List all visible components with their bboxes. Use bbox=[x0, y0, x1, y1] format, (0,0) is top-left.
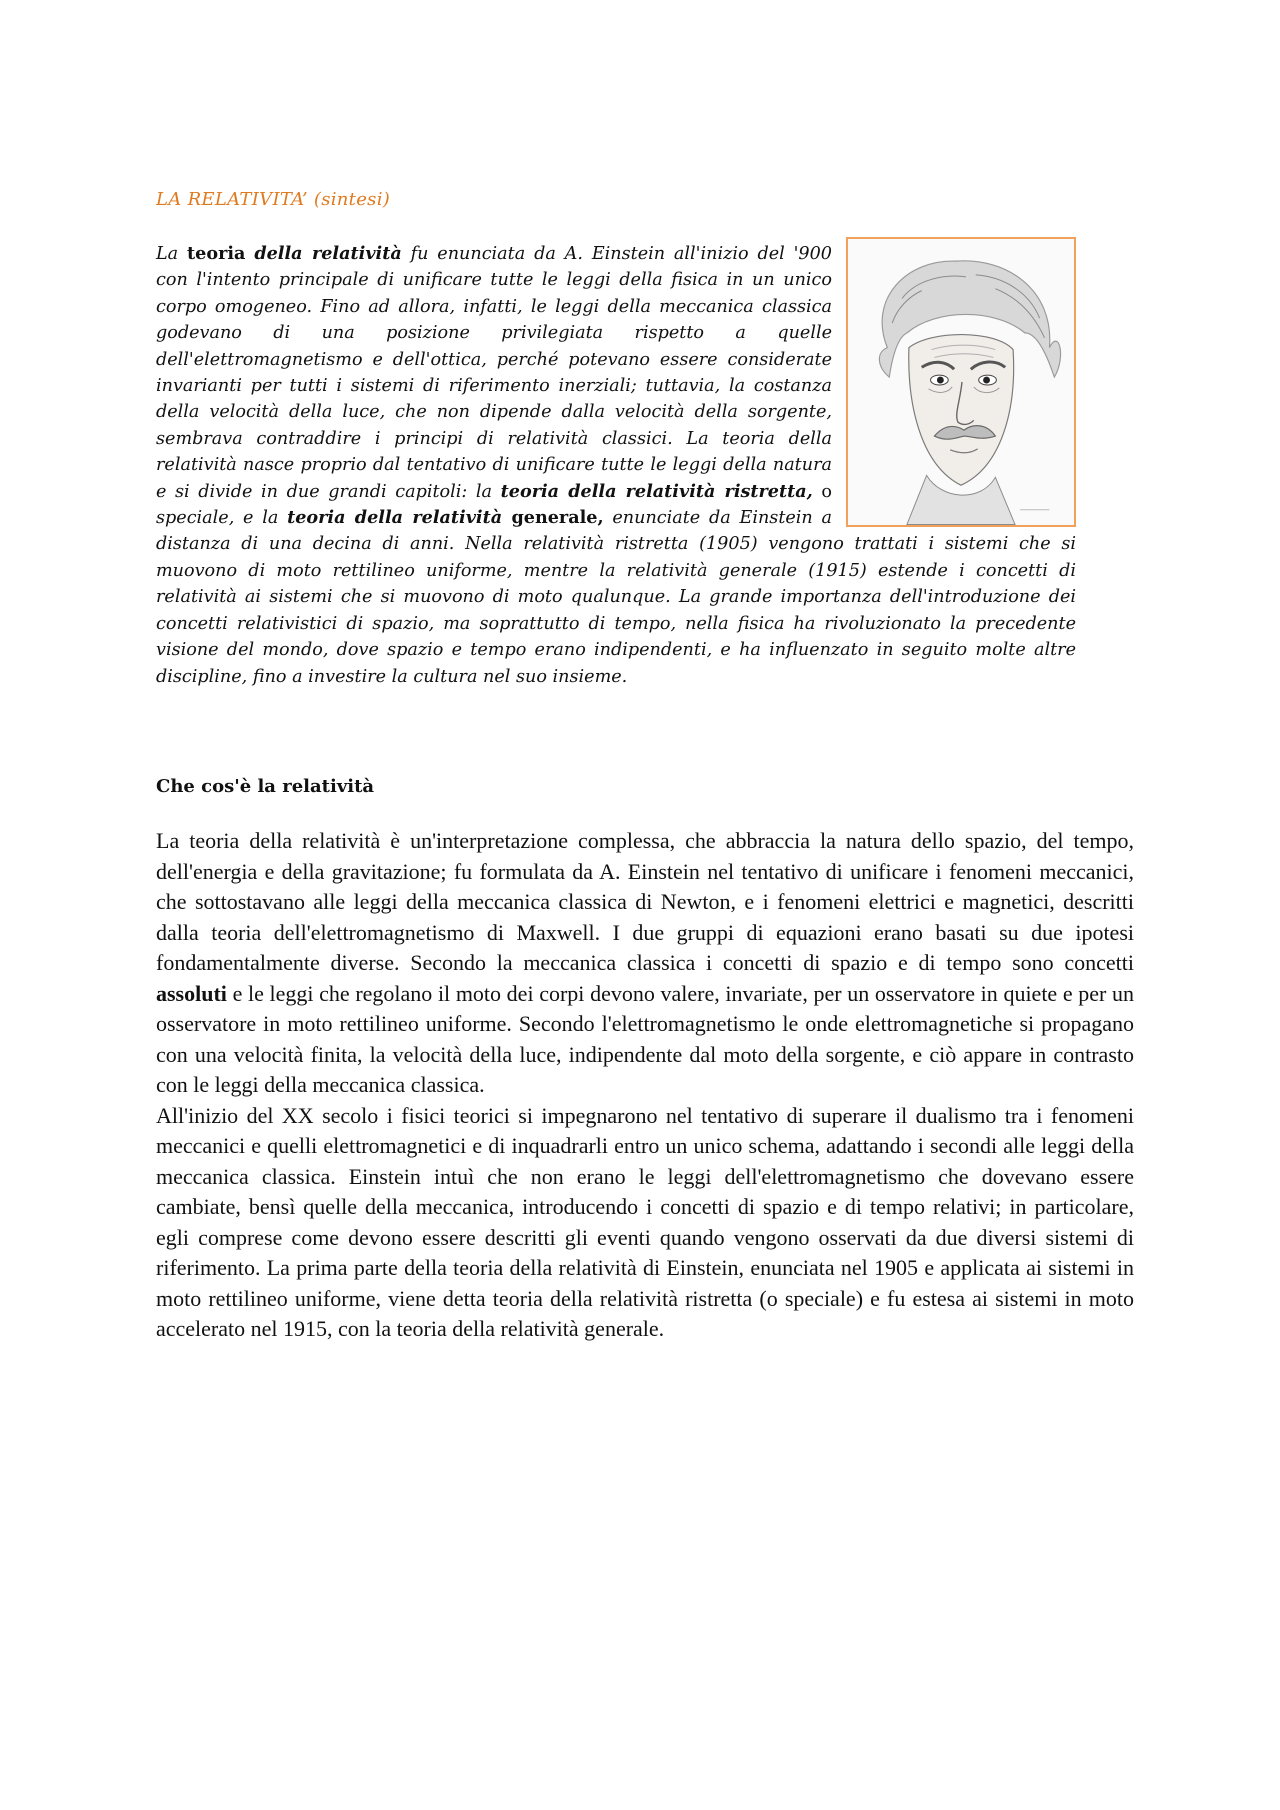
intro-text-3: fu enunciata da A. Einstein all'inizio del '900 con l'intento principale di unificare tutte le leggi della fisica in un unico corpo omogeneo. Fino ad allora, infatti, le leggi della meccanica classica godevano di una posizione privilegiata rispetto a quelle dell'elettromagnetismo e dell'ottica, perché potevano essere considerate invarianti per tutti i sistemi di riferimento inerziali; tuttavia, la costanza della velocità della luce, che non dipende dalla velocità della sorgente, sembrava contraddire i principi di relatività classici. La teoria della relatività nasce proprio dal tentativo di unificare tutte le leggi della natura e si divide in due grandi capitoli: la bbox=[156, 244, 833, 502]
intro-paragraph bbox=[156, 241, 1076, 690]
section-heading: Che cos'è la relatività bbox=[156, 776, 375, 797]
portrait-illustration bbox=[848, 239, 1074, 525]
body-text-1b: e le leggi che regolano il moto dei corpi devono valere, invariate, per un osservatore in quiete e per un osservatore in moto rettilineo uniforme. Secondo l'elettromagnetismo le onde elettromagnetiche si propagano con una velocità finita, la velocità della luce, indipendente dal moto della sorgente, e ciò appare in contrasto con le leggi della meccanica classica. bbox=[156, 980, 1134, 1097]
intro-text-4: o bbox=[812, 481, 833, 502]
intro-bold-teoria: teoria bbox=[187, 243, 246, 264]
intro-bold-generale: generale, bbox=[502, 507, 604, 529]
body-paragraph-1 bbox=[156, 826, 1134, 1101]
body-text-1a: La teoria della relatività è un'interpretazione complessa, che abbraccia la natura dello spazio, del tempo, dell'energia e della gravitazione; fu formulata da A. Einstein nel tentativo di unificare i fenomeni meccanici, che sottostavano alle leggi della meccanica classica di Newton, e i fenomeni elettrici e magnetici, descritti dalla teoria dell'elettromagnetismo di Maxwell. I due gruppi di equazioni erano basati su due ipotesi fondamentalmente diverse. Secondo la meccanica classica i concetti di spazio e di tempo sono concetti bbox=[156, 828, 1134, 975]
intro-text-6: enunciate da Einstein a distanza di una decina di anni. Nella relatività ristretta (1905) vengono trattati i sistemi che si muovono di moto rettilineo uniforme, mentre la relatività generale (1915) estende i concetti di relatività ai sistemi che si muovono di moto qualunque. La grande importanza dell'introduzione dei concetti relativistici di spazio, ma soprattutto di tempo, nella fisica ha rivoluzionato la precedente visione del mondo, dove spazio e tempo erano indipendenti, e ha influenzato in seguito molte altre discipline, fino a investire la cultura nel suo insieme. bbox=[156, 508, 1076, 687]
document-title: LA RELATIVITA’ (sintesi) bbox=[156, 189, 391, 210]
body-paragraph-2: All'inizio del XX secolo i fisici teorici si impegnarono nel tentativo di superare il dualismo tra i fenomeni meccanici e quelli elettromagnetici e di inquadrarli entro un unico schema, adattando i secondi alle leggi della meccanica classica. Einstein intuì che non erano le leggi dell'elettromagnetismo che dovevano essere cambiate, bensì quelle della meccanica, introducendo i concetti di spazio e di tempo relativi; in particolare, egli comprese come devono essere descritti gli eventi quando vengono osservati da due diversi sistemi di riferimento. La prima parte della teoria della relatività di Einstein, enunciata nel 1905 e applicata ai sistemi in moto rettilineo uniforme, viene detta teoria della relatività ristretta (o speciale) e fu estesa ai sistemi in moto accelerato nel 1915, con la teoria della relatività generale. bbox=[156, 1102, 1134, 1341]
intro-bold-relativita: della relatività bbox=[254, 243, 402, 264]
intro-text-2 bbox=[245, 244, 254, 264]
intro-text-5: speciale, e la bbox=[156, 508, 288, 529]
einstein-portrait bbox=[846, 237, 1076, 527]
section-body bbox=[156, 826, 1134, 1345]
body-bold-assoluti: assoluti bbox=[156, 980, 227, 1006]
intro-bold-ristretta: teoria della relatività ristretta, bbox=[500, 480, 813, 502]
intro-bold-relativita-2: teoria della relatività bbox=[287, 507, 503, 529]
intro-text-1: La bbox=[156, 244, 188, 264]
